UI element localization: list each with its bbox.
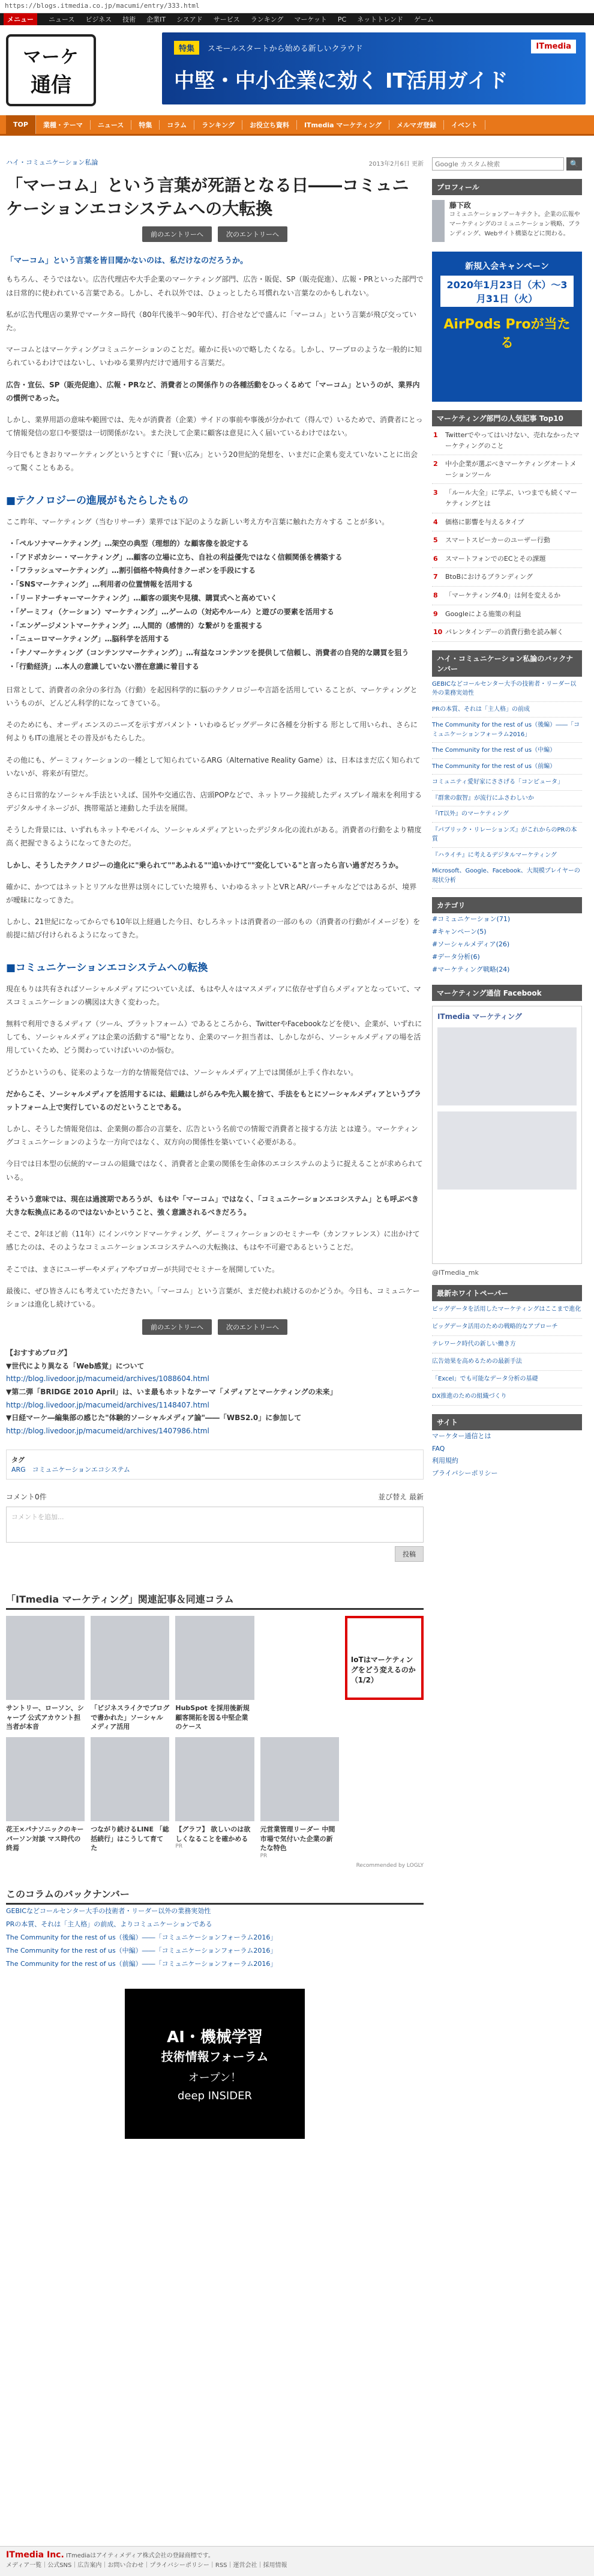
footer-logo[interactable]: ITmedia Inc. (6, 2550, 64, 2560)
article-lead: 「マーコム」という言葉を皆目聞かないのは、私だけなのだろうか。 (6, 256, 248, 266)
facebook-post-image (437, 1111, 577, 1190)
list-item: ・「ニューロマーケティング」…脳科学を活用する (8, 635, 170, 644)
top-nav-item[interactable]: ネットトレンド (357, 16, 403, 23)
twitter-handle[interactable]: @ITmedia_mk (432, 1268, 479, 1277)
article-thumbnail (345, 1737, 424, 1821)
recommend-credit: Recommended by LOGLY (356, 1862, 424, 1869)
comment-input[interactable]: コメントを追加... (6, 1507, 424, 1543)
backnumber-side-list (432, 677, 582, 889)
global-nav-item[interactable]: お役立ち資料 (242, 120, 297, 130)
paragraph: そこでは、まさにユーザーやメディアやブロガーが共同でセミナーを展開していた。 (6, 1265, 280, 1274)
whitepaper-item[interactable]: ビッグデータを活用したマーケティングはここまで進化 (432, 1301, 582, 1319)
whitepaper-list (432, 1301, 582, 1406)
backnumber-side-item[interactable]: The Community for the rest of us（前編） (432, 759, 582, 775)
section-heading: ■テクノロジーの進展がもたらしたもの (6, 494, 189, 507)
ranking-list (432, 426, 582, 642)
paragraph: 確かに、かつてはネットとリアルな世界は別々にしていた境界も、いわゆるネットとVRとAR/バーチャルなどではあるが、境界が曖昧になってきた。 (6, 882, 417, 905)
category-item[interactable]: #キャンペーン(5) (432, 928, 487, 936)
prev-entry-button[interactable]: 前のエントリーへ (142, 1319, 212, 1335)
site-logo[interactable] (6, 34, 96, 106)
tag-box (6, 1450, 424, 1480)
paragraph: しかし、そうしたテクノロジーの進化に"乗られて""あふれる""追いかけて""変化している"と言ったら言い過ぎだろうか。 (6, 860, 403, 869)
backnumber-side-item[interactable]: 『ハライチ』に考えるデジタルマーケティング (432, 848, 582, 864)
ranking-item[interactable]: 10 パレンタインデーの消費行動を読み解く (432, 623, 582, 642)
backnumber-side-item[interactable]: The Community for the rest of us（中編） (432, 743, 582, 759)
post-comment-button[interactable]: 投稿 (395, 1546, 424, 1562)
profile-heading: プロフィール (432, 179, 582, 195)
article-thumbnail (260, 1616, 339, 1700)
whitepaper-item[interactable]: 「Excel」でも可能なデータ分析の基礎 (432, 1371, 582, 1388)
backnumber-link[interactable]: GEBICなどコールセンター大手の技術者・リーダー以外の業務実効性 (6, 1906, 211, 1915)
paragraph: 無料で利用できるメディア（ツール、プラットフォーム）であるところから、TwitterやFacebookなどを使い、企業が、いずれにしても、ソーシャルメディアは企業の活動する"場"となり、企業のマーケ担当者は、しかしながら、ソーシャルメディアの場を活用していくため、どう関わっていけばいいのか悩む。 (6, 1019, 422, 1055)
paragraph: 広告・宣伝、SP（販売促進）、広報・PRなど、消費者との関係作りの各種活動をひっくるめて「マーコム」というのが、業界内の慣例であった。 (6, 380, 420, 402)
article-thumbnail (260, 1737, 339, 1821)
list-item: ・「SNSマーケティング」…利用者の位置情報を活用する (8, 580, 193, 589)
backnumber-side-item[interactable]: 『群衆の叡智』が流行にふさわしいか (432, 791, 582, 807)
paragraph: どうかというのも、従来のような一方的な情報発信では、ソーシャルメディア上では関係が上手く作れない。 (6, 1068, 358, 1077)
search-icon[interactable]: 🔍 (566, 157, 582, 171)
paragraph: しかし、業界用語の意味や範囲では、先々が消費者（企業）サイドの事前や事後が分かれて（得んで）いるためで、消費者にとって情報発信の窓口や要望は一切関係がない。また決して企業に顧客は意見に入く届いているわけではない。 (6, 415, 423, 438)
article-caption: 花王×パナソニックのキーパーソン対談 マス時代の終焉 (6, 1825, 84, 1852)
backnumber-link[interactable]: The Community for the rest of us（前編）――「コミュニケーションフォーラム2016」 (6, 1959, 277, 1968)
backnumber-side-item[interactable]: PRの本質、それは「主人格」の前成 (432, 702, 582, 718)
paragraph: しかし、21世紀になってからでも10年以上経過した今日、むしろネットは消費者の一部のもの（消費者の行動がイメージを）を前提に結び付けられるようになってきた。 (6, 918, 421, 940)
top-nav-item[interactable]: 技術 (122, 16, 136, 23)
info-item[interactable]: マーケター通信とは (432, 1432, 491, 1440)
whitepaper-item[interactable]: テレワーク時代の新しい働き方 (432, 1336, 582, 1353)
paragraph: 日常として、消費者の余分の多行為（行動）を起因科学的に脳のテクノロジーや言語を活用してい ることが、マーケティングというものが、どんどん科学的になってきている。 (6, 685, 418, 707)
backnumber-side-item[interactable]: The Community for the rest of us（後編）――「コミュニケーションフォーラム2016」 (432, 718, 582, 743)
banner-sub: スモールスタートから始める新しいクラウド (207, 44, 363, 53)
ad-main: AirPods Proが当たる (443, 317, 571, 351)
info-item[interactable]: 利用規約 (432, 1457, 458, 1465)
next-entry-button[interactable]: 次のエントリーへ (218, 226, 287, 242)
ranking-heading: マーケティング部門の人気記事 Top10 (432, 410, 582, 426)
paragraph: マーコムとはマーケティングコミュニケーションのことだ。確かに長いので略したくなる。しかし、ワープロのような一般的に知られているわけではないし、いわゆる業界内だけで通用する言葉だ。 (6, 345, 422, 367)
backnumber-link[interactable]: The Community for the rest of us（中編）――「コミュニケーションフォーラム2016」 (6, 1946, 277, 1955)
ranking-item[interactable]: 4 価格に影響を与えるタイプ (432, 513, 582, 532)
paragraph: そういう意味では、現在は過渡期であろうが、もはや「マーコム」ではなく、「コミュニケーションエコシステム」とも呼ぶべき大きな転換点にあるのではないかということ、強く意識されるべきだろう。 (6, 1194, 419, 1217)
ad-line: オープン！ (188, 2072, 242, 2085)
backnumber-side-item[interactable]: 『IT以外』のマーケティング (432, 806, 582, 823)
address-bar[interactable]: https://blogs.itmedia.co.jp/macumi/entry/333.html (0, 0, 594, 13)
info-heading: サイト (432, 1414, 582, 1430)
related-articles-title: 「ITmedia マーケティング」関連記事＆同連コラム (6, 1592, 424, 1610)
info-item[interactable]: FAQ (432, 1444, 445, 1453)
pager-top (6, 226, 424, 242)
category-heading: カテゴリ (432, 897, 582, 913)
related-link[interactable]: http://blog.livedoor.jp/macumeid/archives/1088604.html (6, 1374, 209, 1383)
article-thumbnail (175, 1616, 254, 1700)
backnumber-side-item[interactable]: GEBICなどコールセンター大手の技術者・リーダー以外の業務実効性 (432, 677, 582, 702)
profile-desc: コミュニケーションアーキテクト。企業の広報やマーケティングのコミュニケーション戦略、ブランディング、Webサイト構築などに関わる。 (449, 211, 581, 237)
related-link-label: ▼第二弾「BRIDGE 2010 April」は、いま最もホットなテーマ「メディアとマーケティングの未来」 (6, 1387, 337, 1396)
backnumber-side-item[interactable]: 『パブリック・リレーションズ』がこれからのPRの本質 (432, 823, 582, 848)
comment-count: コメント0件 (6, 1493, 47, 1502)
global-nav-item[interactable]: 業種・テーマ (36, 120, 91, 130)
profile-box (432, 200, 582, 242)
ranking-item[interactable]: 8 「マーケティング4.0」は何を変えるか (432, 587, 582, 605)
marketing-terms-list (6, 537, 424, 674)
highlighted-caption: IoTはマーケティングをどう変えるのか（1/2） (350, 1655, 416, 1685)
article-thumbnail (6, 1616, 85, 1700)
pager-bottom (6, 1319, 424, 1335)
article-caption: 元営業管理リーダー 中間市場で気付いた企業の新たな特色 (260, 1825, 335, 1852)
list-item: ・「リードナーチャーマーケティング」…顧客の頭実や見積、購買式へと高めていく (8, 594, 278, 602)
info-item[interactable]: プライバシーポリシー (432, 1469, 498, 1478)
facebook-heading: マーケティング通信 Facebook (432, 985, 582, 1001)
list-item: ・「フラッシュマーケティング」…割引価格や特典付きクーポンを手段にする (8, 566, 256, 575)
backnumber-side-heading: ハイ・コミュニケーション私論のバックナンバー (432, 650, 582, 677)
related-article-card[interactable] (345, 1737, 424, 1858)
facebook-page-name[interactable]: ITmedia マーケティング (437, 1012, 522, 1021)
facebook-post-image (437, 1027, 577, 1105)
article-caption: 「ビジネスライクでブログで書かれた」ソーシャルメディア活用 (91, 1704, 170, 1731)
avatar (432, 200, 445, 242)
paragraph: その他にも、ゲーミフィケーションの一種として知られているARG（Alternative Reality Game）は、日本はまだ広く知られていないが、将来が有望だ。 (6, 755, 421, 778)
ranking-item[interactable]: 1 Twitterでやってはいけない、売れなかったマーケティングのこと (432, 426, 582, 455)
top-nav-item[interactable]: 企業IT (146, 16, 166, 23)
bottom-ad[interactable] (125, 1989, 305, 2139)
backnumber-link[interactable]: The Community for the rest of us（後編）――「コミュニケーションフォーラム2016」 (6, 1933, 277, 1941)
category-list (432, 913, 582, 976)
list-item: ・「ゲーミフィ（ケーション）マーケティング」…ゲームの（対応やルール）と遊びの要素を活用する (8, 607, 334, 616)
search-input[interactable] (432, 157, 564, 171)
article-caption: HubSpot を採用後新規顧客開拓を図る中堅企業のケース (175, 1704, 250, 1731)
ranking-item[interactable]: 2 中小企業が選ぶべきマーケティングオートメーションツール (432, 455, 582, 484)
top-nav-item[interactable]: ニュース (49, 16, 75, 23)
section-heading: ■コミュニケーションエコシステムへの転換 (6, 961, 208, 974)
article-date: 2013年2月6日 更新 (368, 161, 424, 168)
top-strip (0, 13, 594, 25)
article-thumbnail (175, 1737, 254, 1821)
banner-tag: 特集 (174, 41, 199, 55)
category-item[interactable]: #マーケティング戦略(24) (432, 965, 510, 973)
tag-label: タグ (11, 1456, 25, 1465)
related-link[interactable]: http://blog.livedoor.jp/macumeid/archives/1407986.html (6, 1426, 209, 1435)
recommended-blogs (6, 1347, 424, 1438)
paragraph: 現在もりは共有さればソーシャルメディアについていえば、もはや人々はマスメディアに依存せず自らメディアとなっていて、マスコミュニケーションの構図は大きく変わった。 (6, 984, 421, 1006)
top-nav-item[interactable]: ランキング (250, 16, 284, 23)
top-nav-item[interactable]: サービス (213, 16, 240, 23)
top-nav-item[interactable]: ビジネス (85, 16, 112, 23)
paragraph: ここ昨年、マーケティング（当むリサーチ）業界では下記のような新しい考え方や言葉に触れた方々する ことが多い。 (6, 517, 389, 526)
top-nav-item[interactable]: ゲーム (413, 16, 434, 23)
banner-brand: ITmedia (531, 40, 576, 53)
ranking-item[interactable]: 5 スマートスピーカーのユーザー行動 (432, 531, 582, 550)
related-article-card[interactable] (175, 1737, 254, 1858)
related-article-card[interactable] (6, 1616, 85, 1731)
prev-entry-button[interactable]: 前のエントリーへ (142, 226, 212, 242)
related-link[interactable]: http://blog.livedoor.jp/macumeid/archives/1148407.html (6, 1400, 209, 1409)
ad-line: 技術情報フォーラム (161, 2049, 269, 2064)
ranking-item[interactable]: 7 BtoBにおけるブランディング (432, 568, 582, 587)
header-banner-ad[interactable] (162, 32, 586, 104)
highlighted-thumbnail (345, 1616, 424, 1700)
ad-sub: 2020年1月23日（木）〜3月31日（火） (440, 276, 574, 307)
paragraph: 最後に、ぜひ皆さんにも考えていただきたい。「マーコム」という言葉が、まだ使われ続けるのかどうか。今日も、コミュニケーションは進化し続けている。 (6, 1286, 420, 1308)
article-thumbnail (6, 1737, 85, 1821)
logo-line1: マーケ (23, 47, 79, 68)
paragraph: そのためにも、オーディエンスのニーズを示すガバメント・いわゆるビッグデータに各種を分析する 形として用いられ、さらに何よりもITの進展とその普及がもたらした。 (6, 721, 418, 743)
related-link-label: ▼日経マーケ―編集部の感じた"体験的ソーシャルメディア論"――「WBS2.0」に参加して (6, 1413, 302, 1423)
sidebar (432, 136, 582, 2139)
category-item[interactable]: #ソーシャルメディア(26) (432, 940, 510, 948)
global-nav (0, 115, 594, 136)
footer-links[interactable]: メディア一覧｜公式SNS｜広告案内｜お問い合わせ｜プライバシーポリシー｜RSS｜運営会社｜採用情報 (6, 2562, 287, 2569)
backnumber-title: このコラムのバックナンバー (6, 1887, 424, 1905)
whitepaper-item[interactable]: DX推進のための組織づくり (432, 1388, 582, 1406)
global-nav-item[interactable]: イベント (444, 120, 485, 130)
info-list (432, 1430, 582, 1481)
top-nav-item[interactable]: マーケット (294, 16, 327, 23)
backnumber-side-item[interactable]: コミュニティ愛好家にささげる「コンピュータ」 (432, 775, 582, 791)
paragraph: そこで、2年ほど前（11年）にインバウンドマーケティング、ゲーミフィケーションのセミナーや（カンファレンス）に出かけて感じたのは、そのようなコミュニケーションエコシステムへの大転換は、もはや不可避であるということだ。 (6, 1230, 420, 1252)
paragraph: そうした背景には、いずれもネットやモバイル、ソーシャルメディアといったデジタル化の流れがある。消費者の行動をより精度高く把握できるようになってきたのだ。 (6, 826, 422, 848)
whitepaper-heading: 最新ホワイトペーパー (432, 1285, 582, 1301)
related-article-card[interactable] (91, 1737, 169, 1858)
backnumber-link[interactable]: PRの本質、それは「主人格」の前成、よりコミュニケーションである (6, 1920, 212, 1928)
paragraph: もちろん、そうではない。広告代理店や大手企業のマーケティング部門、広告・販促、SP（販売促進）、広報・PRといった部門では日常的に使われている言葉である。しかし、それ以外では、ひょっとしたら耳慣れない言葉なのかもしれない。 (6, 275, 424, 297)
related-article-card[interactable] (260, 1737, 339, 1858)
ad-title: 新規入会キャンペーン (465, 262, 549, 271)
list-item: ・「行動経済」…本人の意識していない潜在意識に着目する (8, 662, 200, 671)
facebook-widget[interactable] (432, 1006, 582, 1264)
ranking-item[interactable]: 9 Googleによる施策の利益 (432, 605, 582, 624)
ranking-item[interactable]: 3 「ルール大全」に学ぶ、いつまでも続くマーケティングとは (432, 484, 582, 513)
article-thumbnail (91, 1737, 169, 1821)
article-thumbnail (91, 1616, 169, 1700)
site-header (0, 25, 594, 115)
list-item: ・「エンゲージメントマーケティング」…人間的（感情的）な繋がりを重視する (8, 621, 263, 630)
related-link-label: ▼世代により異なる「Web感覚」について (6, 1361, 145, 1370)
ad-line: AI・機械学習 (167, 2028, 263, 2047)
menu-button[interactable]: メニュー (4, 13, 37, 25)
global-nav-item[interactable]: TOP (6, 115, 36, 134)
breadcrumb[interactable]: ハイ・コミュニケーション私論 (6, 159, 98, 166)
global-nav-item[interactable]: コラム (160, 120, 194, 130)
article-caption: つながり続けるLINE 「総括続行」はこうして育てた (91, 1825, 169, 1852)
banner-main: 中堅・中小企業に効く IT活用ガイド (174, 69, 508, 93)
related-article-card[interactable] (6, 1737, 85, 1858)
related-article-card[interactable] (345, 1616, 424, 1731)
ranking-item[interactable]: 6 スマートフォンでのECとその課題 (432, 550, 582, 569)
comment-header (6, 1492, 424, 1502)
list-item: ・「ペルソナマーケティング」…架空の典型（理想的）な顧客像を設定する (8, 539, 249, 548)
global-nav-item[interactable]: メルマガ登録 (389, 120, 444, 130)
backnumber-side-item[interactable]: Microsoft、Google、Facebook、大規模プレイヤーの現状分析 (432, 863, 582, 889)
global-nav-item[interactable]: ランキング (194, 120, 242, 130)
tag-links[interactable]: ARG コミュニケーションエコシステム (11, 1466, 130, 1474)
sponsor-label: PR (175, 1843, 183, 1850)
article-caption: 【グラフ】 欲しいのは欲しくなることを確かめる (175, 1825, 251, 1843)
list-item: ・「ナノマーケティング（コンテンツマーケティング）」…有益なコンテンツを提供して信頼し、消費者の自発的な購買を狙う (8, 649, 409, 658)
recommended-blogs-title: 【おすすめブログ】 (6, 1349, 71, 1358)
top-nav-item[interactable]: PC (337, 15, 347, 23)
paragraph: さらに日常的なソーシャル手法といえば、国外や交通広告、店頭POPなどで、ネットワーク接続したディスプレイ端末を利用するデジタルサイネージが、携帯電話と連動した手法を展開。 (6, 790, 422, 813)
backnumber-list (6, 1905, 424, 1971)
paragraph: 今日でもときおりマーケティングというとすぐに「賢い広み」という20世紀的発想を、いまだに企業も変えていないことに出会って驚くこともある。 (6, 450, 418, 473)
ad-brand: deep INSIDER (178, 2090, 252, 2103)
related-articles-grid (6, 1616, 424, 1858)
category-item[interactable]: #コミュニケーション(71) (432, 915, 511, 924)
sidebar-ad[interactable] (432, 252, 582, 402)
paragraph: 私が広告代理店の業界でマーケター時代（80年代後半〜90年代）、打合せなどで盛んに「マーコム」という言葉が飛び交っていた。 (6, 310, 416, 332)
paragraph: 今日では日本型の伝統的マーコムの組織ではなく、消費者と企業の関係を生命体のエコシステムのように捉えることが求められている。 (6, 1160, 423, 1182)
global-nav-item[interactable]: 特集 (131, 120, 160, 130)
related-article-card[interactable] (260, 1616, 339, 1731)
search-box (432, 157, 582, 171)
whitepaper-item[interactable]: 広告効果を高めるための最新手法 (432, 1353, 582, 1371)
paragraph: しかし、そうした情報発信は、企業側の都合の言葉を、広告という名前での情報で消費者と接する方法 とは違う。マーケティングコミュニケーションのような一方向ではなく、双方向の関係性を築いていく必要がある。 (6, 1125, 418, 1147)
next-entry-button[interactable]: 次のエントリーへ (218, 1319, 287, 1335)
comment-sort[interactable]: 並び替え 最新 (378, 1493, 424, 1502)
site-footer (0, 2546, 594, 2576)
top-nav-item[interactable]: シスアド (176, 16, 203, 23)
global-nav-item[interactable]: ニュース (91, 120, 131, 130)
list-item: ・「アドボカシー・マーケティング」…顧客の立場に立ち、自社の利益優先ではなく信頼関係を構築する (8, 552, 343, 561)
footer-text: ITmediaはアイティメディア株式会社の登録商標です。 (65, 2553, 214, 2559)
related-article-card[interactable] (91, 1616, 169, 1731)
global-nav-item[interactable]: ITmedia マーケティング (297, 120, 389, 130)
article-column (6, 136, 432, 2139)
paragraph: だからこそ、ソーシャルメディアを活用するには、組織はしがらみや先入観を捨て、手法をもとにソーシャルメディアというプラットフォーム上で実行しているのだということである。 (6, 1089, 421, 1111)
profile-name: 藤下政 (449, 201, 471, 210)
related-article-card[interactable] (175, 1616, 254, 1731)
whitepaper-item[interactable]: ビッグデータ活用のための戦略的なアプローチ (432, 1319, 582, 1336)
article-title: 「マーコム」という言葉が死語となる日――コミュニケーションエコシステムへの大転換 (6, 175, 409, 219)
category-item[interactable]: #データ分析(6) (432, 952, 480, 961)
sponsor-label: PR (260, 1852, 268, 1859)
logo-line2: 通信 (31, 73, 71, 97)
article-caption: サントリー、ローソン、シャープ 公式アカウント担当者が本音 (6, 1704, 84, 1731)
